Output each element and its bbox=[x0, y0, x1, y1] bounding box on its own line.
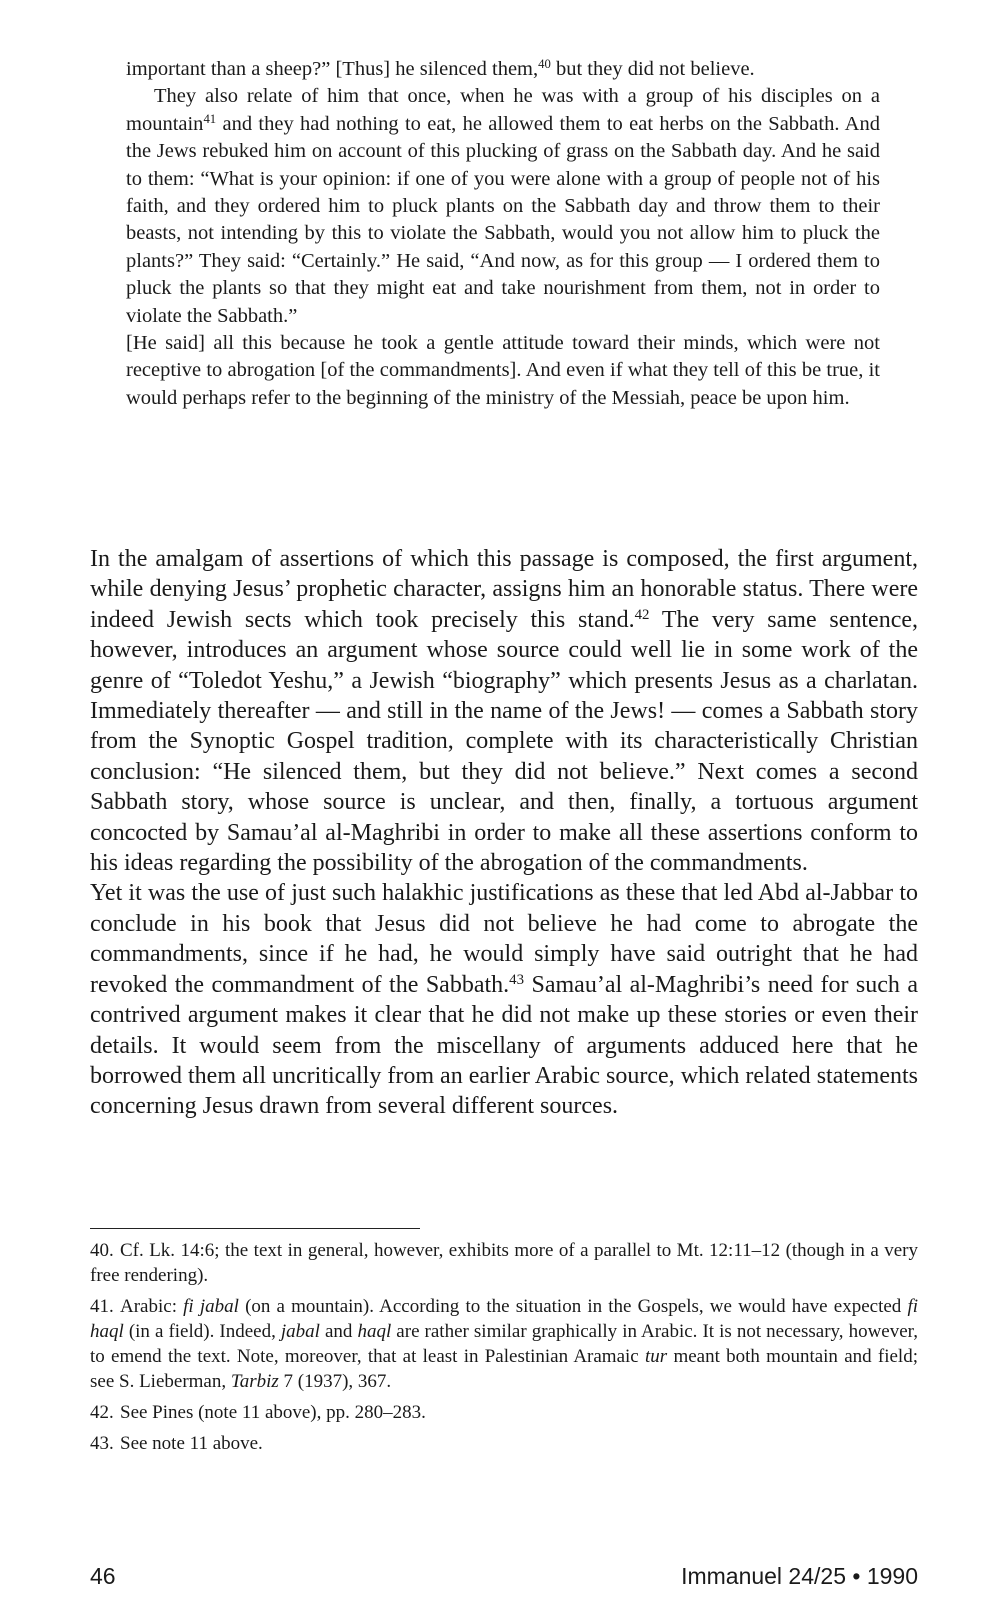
body-paragraph-2: Yet it was the use of just such halakhic justifications as these that led Abd al-Jabbar to conclude in his book that Jesus did not believe he had come to abrogate the commandments, since if he had, he would simply have said outright that he had revoked the commandment of the Sabbath.$^{43}$ Samau’al al-Maghribi’s need for such a contrived argument makes it clear that he did not make up these stories or even their details. It would seem from the miscellany of arguments adduced here that he borrowed them all uncritically from an earlier Arabic source, which related statements concerning Jesus drawn from several different sources. bbox=[90, 880, 918, 1120]
quote-paragraph-3: [He said] all this because he took a gentle attitude toward their minds, which were not receptive to abrogation [of the commandments]. And even if what they tell of this be true, it would perhaps refer to the beginning of the ministry of the Messiah, peace be upon him. bbox=[126, 332, 880, 409]
footnotes bbox=[90, 1238, 918, 1462]
page-number: 46 bbox=[90, 1563, 116, 1589]
quote-paragraph-2: They also relate of him that once, when he was with a group of his disciples on a mountain$^{41}$ and they had nothing to eat, he allowed them to eat herbs on the Sabbath. And the Jews rebuked him on account of this plucking of grass on the Sabbath day. And he said to them: “What is your opinion: if one of you were alone with a group of people not of his faith, and they ordered him to pluck plants on the Sabbath day and throw them to their beasts, not intending by this to violate the Sabbath, would you not allow him to pluck the plants?” They said: “Certainly.” He said, “And now, as for this group — I ordered them to pluck the plants so that they might eat and take nourishment from them, not in order to violate the Sabbath.” bbox=[126, 85, 880, 327]
footnote-ref-41[interactable]: 41 bbox=[203, 111, 217, 126]
footnote-43: 43. See note 11 above. bbox=[90, 1433, 263, 1454]
page-footer bbox=[90, 1563, 918, 1597]
footnote-41: 41. Arabic: fi jabal (on a mountain). According to the situation in the Gospels, we would have expected fi haql (in a field). Indeed, jabal and haql are rather similar graphically in Arabic. It is not necessary, however, to emend the text. Note, moreover, that at least in Palestinian Aramaic tur meant both mountain and field; see S. Lieberman, Tarbiz 7 (1937), 367. bbox=[90, 1296, 918, 1392]
journal-citation: Immanuel 24/25 • 1990 bbox=[681, 1563, 918, 1589]
body-paragraph-1: In the amalgam of assertions of which this passage is composed, the first argument, while denying Jesus’ prophetic character, assigns him an honorable status. There were indeed Jewish sects which took precisely this stand.$^{42}$ The very same sentence, however, introduces an argument whose source could well lie in some work of the genre of “Toledot Yeshu,” a Jewish “biography” which presents Jesus as a charlatan. Immediately thereafter — and still in the name of the Jews! — comes a Sabbath story from the Synoptic Gospel tradition, complete with its characteristically Christian conclusion: “He silenced them, but they did not believe.” Next comes a second Sabbath story, whose source is unclear, and then, finally, a tortuous argument concocted by Samau’al al-Maghribi in order to make all these assertions conform to his ideas regarding the possibility of the abrogation of the commandments. bbox=[90, 546, 918, 877]
footnote-ref-40[interactable]: 40 bbox=[538, 57, 551, 72]
body-text bbox=[90, 544, 918, 1122]
footnote-ref-43[interactable]: 43 bbox=[509, 971, 525, 988]
footnote-ref-42[interactable]: 42 bbox=[634, 606, 650, 623]
footnote-40: 40. Cf. Lk. 14:6; the text in general, however, exhibits more of a parallel to Mt. 12:11–12 (though in a very free rendering). bbox=[90, 1240, 918, 1286]
footnote-42: 42. See Pines (note 11 above), pp. 280–283. bbox=[90, 1402, 426, 1423]
footnote-divider bbox=[90, 1228, 420, 1229]
quote-paragraph-1: important than a sheep?” [Thus] he silenced them,$^{40}$ but they did not believe. bbox=[126, 57, 755, 80]
block-quote bbox=[126, 56, 880, 412]
